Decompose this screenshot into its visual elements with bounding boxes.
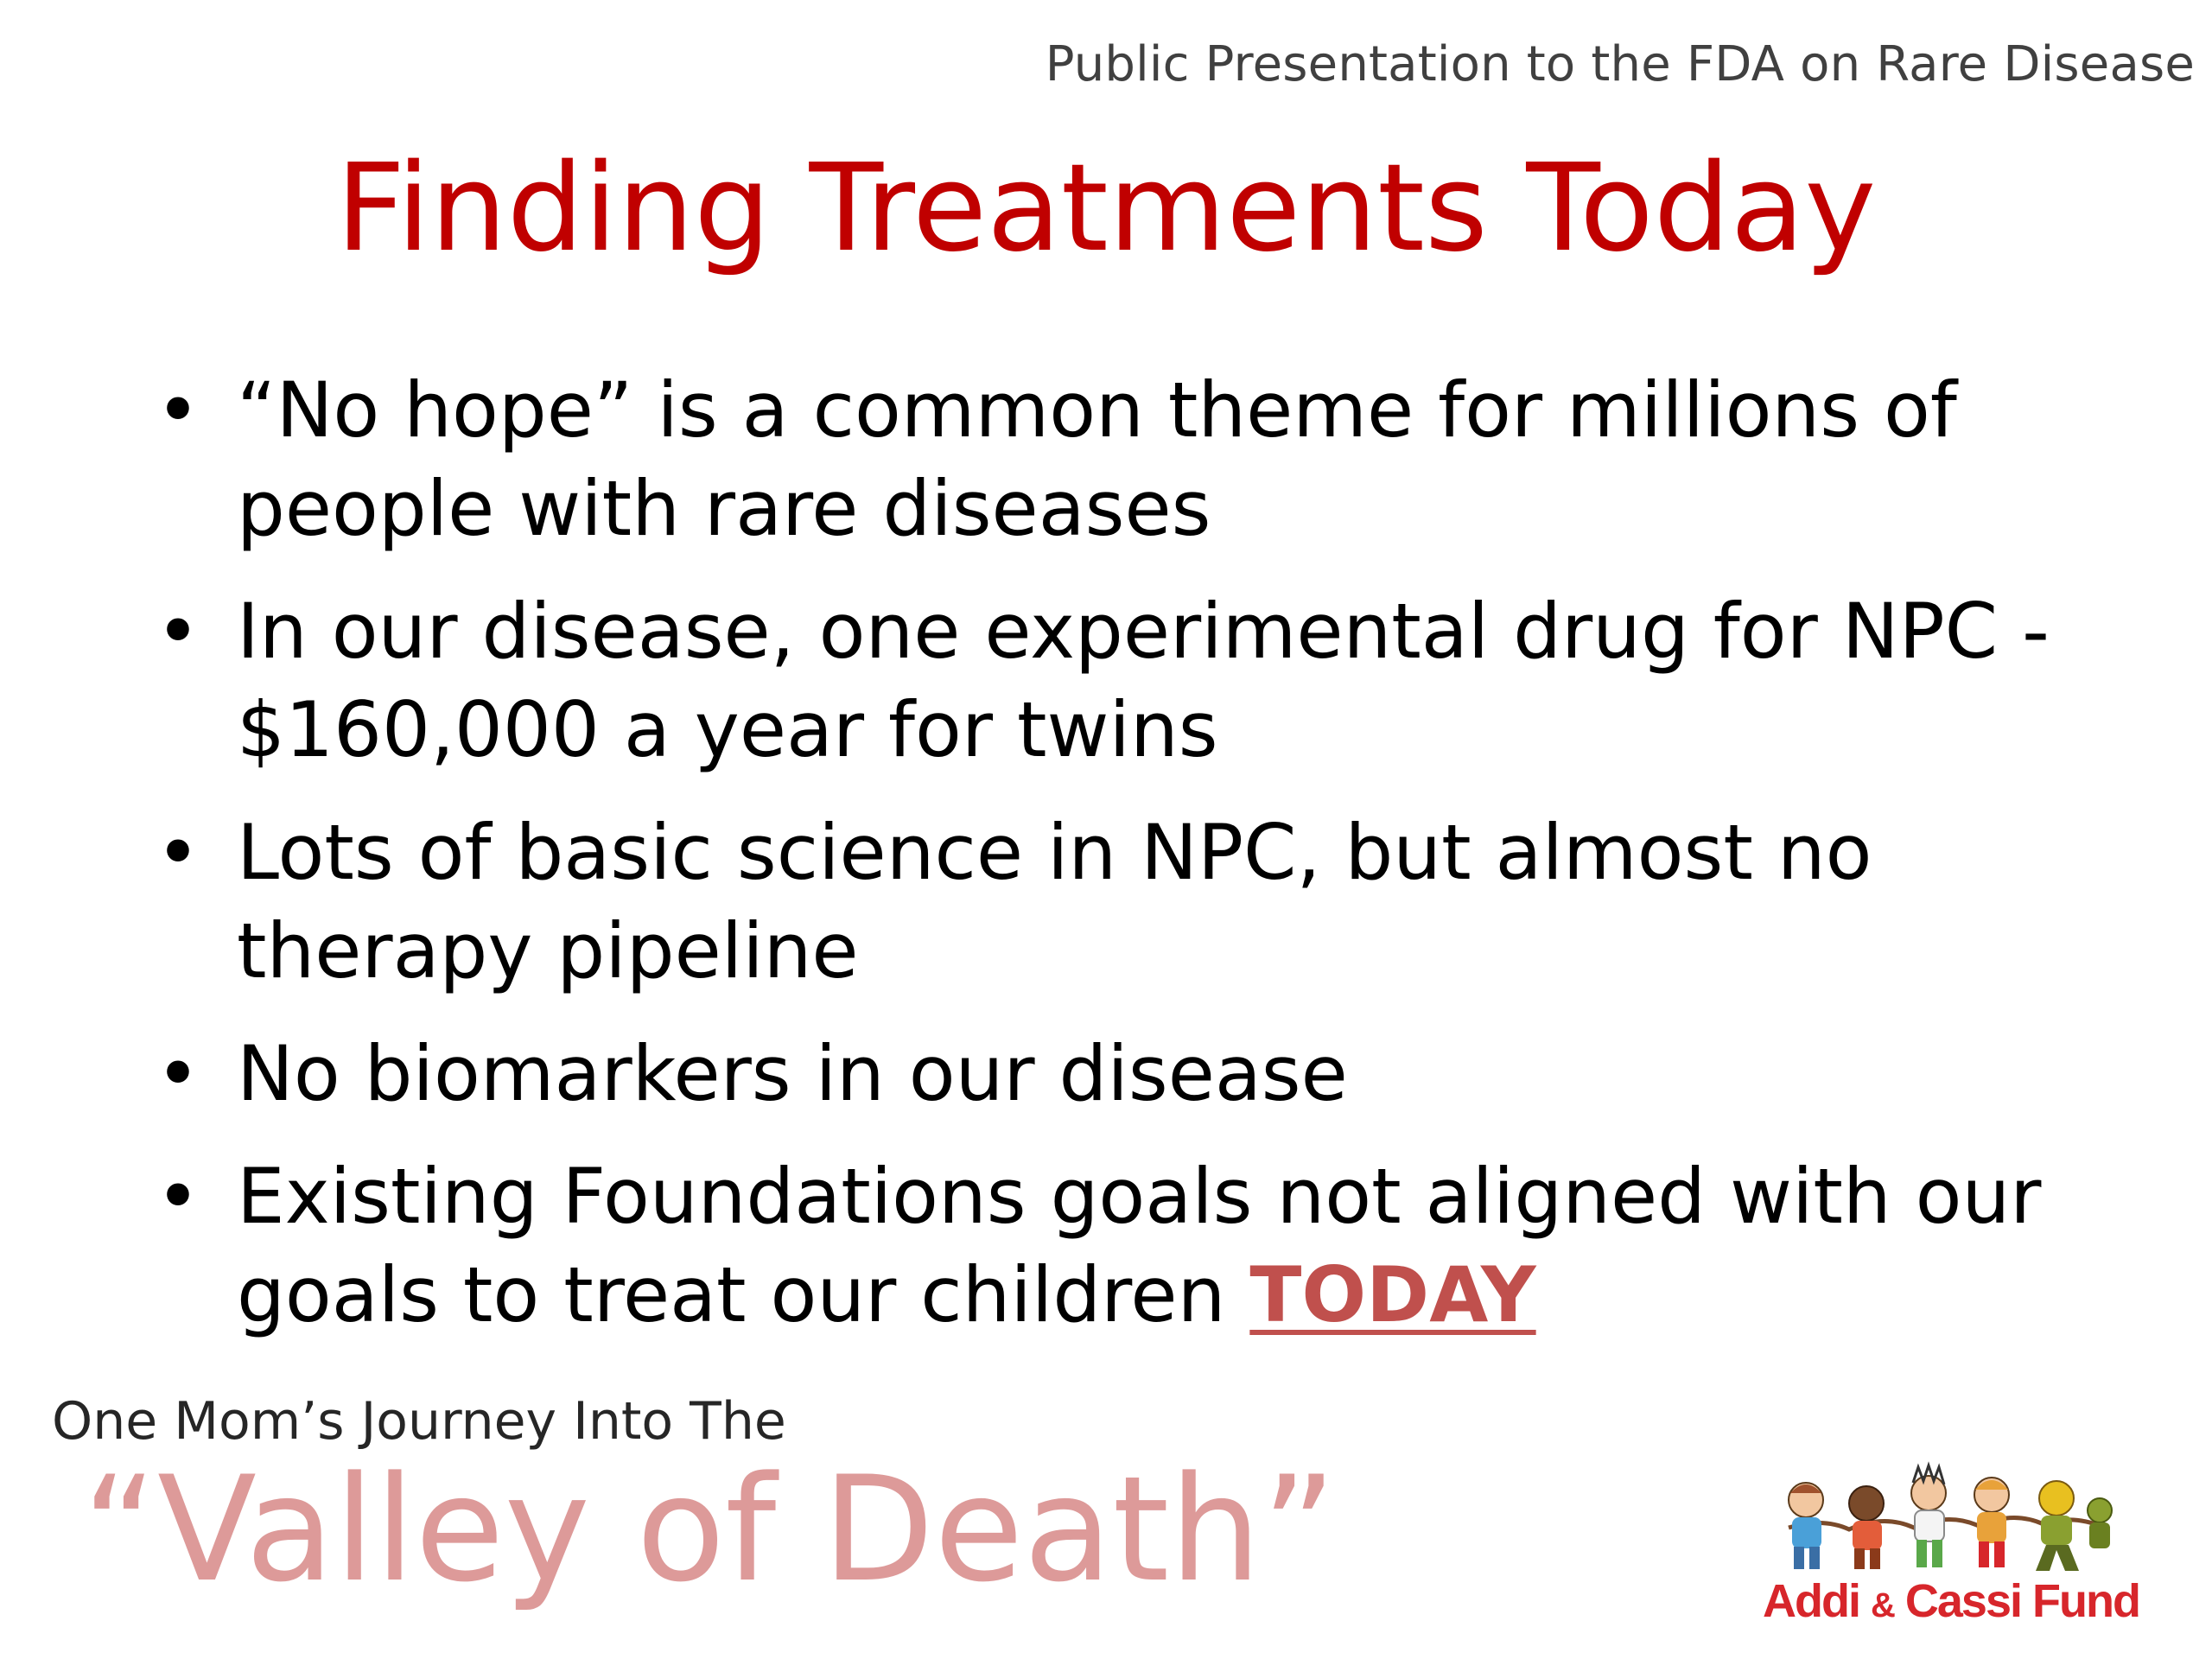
bullet-text: “No hope” is a common theme for millions of people with rare diseases [237,365,1957,553]
children-holding-hands-icon [1771,1460,2117,1581]
bullet-item [156,1025,2108,1123]
bullet-item [156,1147,2108,1344]
bullet-text: No biomarkers in our disease [237,1029,1348,1118]
logo-wordmark [1763,1574,2139,1628]
bullet-dot-icon: • [156,587,200,676]
bullet-dot-icon: • [156,365,200,454]
today-emphasis: TODAY [1249,1250,1536,1339]
logo-ampersand: & [1871,1586,1894,1624]
journey-subtitle: One Mom’s Journey Into The [52,1391,786,1452]
bullet-text: Existing Foundations goals not aligned with our goals to treat our children [237,1152,2042,1339]
bullet-text: In our disease, one experimental drug for NPC - $160,000 a year for twins [237,587,2050,774]
bullet-text: Lots of basic science in NPC, but almost no therapy pipeline [237,808,1872,995]
valley-of-death-title: “Valley of Death” [82,1445,1337,1614]
slide-title: Finding Treatments Today [335,138,1877,279]
logo-name-second: Cassi Fund [1904,1575,2139,1627]
bullet-item [156,361,2108,558]
addi-cassi-fund-logo [1754,1460,2139,1633]
bullet-dot-icon: • [156,1152,200,1241]
bullet-list [156,361,2108,1369]
presentation-context-note: Public Presentation to the FDA on Rare Disease [1045,36,2195,92]
logo-name-first: Addi [1763,1575,1859,1627]
bullet-dot-icon: • [156,1029,200,1118]
bullet-item [156,582,2108,779]
bullet-dot-icon: • [156,808,200,897]
bullet-item [156,804,2108,1001]
